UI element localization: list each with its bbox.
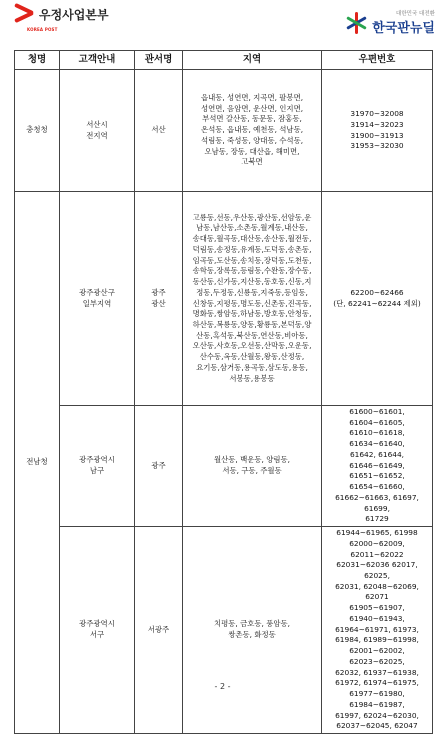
page-header	[0, 0, 445, 44]
guide-cell: 광주광역시 남구	[60, 406, 135, 527]
guide-cell: 서산시 전지역	[60, 70, 135, 192]
zip-cell: 61944~61965, 61998 62000~62009, 62011~62022 62031~62036 62017, 62025, 62031, 62048~62069, 62071 61905~61907, 61940~61943, 61964~61971, 61973, 61984, 61989~61998, 62001~62002, 62023~62025, 62032, 61937~61938, 61972, 61974~61975, 61977~61980, 61984~61987, 61997, 62024~62030, 62037~62045, 62047	[322, 527, 433, 734]
zip-cell: 62200~62466 (단, 62241~62244 제외)	[322, 192, 433, 406]
table-row	[15, 192, 433, 406]
table-row	[15, 70, 433, 192]
new-deal-star-icon	[344, 11, 368, 35]
header-area: 지역	[183, 51, 322, 70]
region-cell: 충청청	[15, 70, 60, 192]
area-cell: 월산동, 백운동, 양림동, 서동, 구동, 주월동	[183, 406, 322, 527]
page-number: - 2 -	[214, 682, 231, 691]
brand-name: 한국판뉴딜	[372, 21, 435, 36]
header-zip: 우편번호	[322, 51, 433, 70]
header-region: 청명	[15, 51, 60, 70]
header-guide: 고객안내	[60, 51, 135, 70]
org-name: 우정사업본부	[39, 7, 109, 22]
area-cell: 치평동, 금호동, 풍암동, 쌍촌동, 화정동	[183, 527, 322, 734]
zip-cell: 61600~61601, 61604~61605, 61610~61618, 61634~61640, 61642, 61644, 61646~61649, 61651~61652, 61654~61660, 61662~61663, 61697, 61699, 61729	[322, 406, 433, 527]
office-cell: 광주 광산	[135, 192, 183, 406]
korea-post-logo	[14, 5, 109, 32]
office-cell: 광주	[135, 406, 183, 527]
zip-cell: 31970~32008 31914~32023 31900~31913 31953~32030	[322, 70, 433, 192]
office-cell: 서광주	[135, 527, 183, 734]
office-cell: 서산	[135, 70, 183, 192]
area-cell: 읍내동, 성연면, 지곡면, 팔봉면, 성연면, 음암면, 운산면, 인지면, 부석면 갈산동, 동문동, 잠홍동, 온석동, 읍내동, 예천동, 석남동, 석림동, 죽성동, 양대동, 수석동, 오남동, 장동, 대산읍, 해미면, 고북면	[183, 70, 322, 192]
table-row	[15, 527, 433, 734]
post-emblem-icon	[14, 5, 34, 23]
guide-cell: 광주광산구 일부지역	[60, 192, 135, 406]
table-header-row	[15, 51, 433, 70]
table-row	[15, 406, 433, 527]
guide-cell: 광주광역시 서구	[60, 527, 135, 734]
area-cell: 고룡동,선동,우산동,광산동,선암동,운 남동,남산동,소촌동,월계동,내산동, 송대동,월곡동,대산동,송산동,월전동, 덕림동,송정동,유계동,도덕동,송촌동, 임곡동,도산동,송치동,장덕동,도천동, 송학동,장록동,등림동,수완동,장수동, 동산동,신가동,지산동,동호동,신동,지 정동,두정동,신룡동,지죽동,등임동, 신창동,지평동,명도동,신촌동,진곡동, 명화동,쌍암동,하남동,방호동,안청동, 하산동,복룡동,양동,황룡동,본덕동,양 산동,흑석동,북산동,연산동,비아동, 오산동,사호동,오선동,산막동,오운동, 산수동,옥동,산월동,왕동,산정동, 요기동,삼거동,용곡동,삼도동,용동, 서봉동,용봉동	[183, 192, 322, 406]
brand-subtitle: 대한민국 대전환	[396, 11, 435, 17]
new-deal-logo	[344, 9, 435, 36]
header-office: 관서명	[135, 51, 183, 70]
korea-post-wordmark: KOREA POST	[27, 27, 58, 32]
postal-code-table	[14, 50, 433, 734]
region-cell: 전남청	[15, 192, 60, 734]
